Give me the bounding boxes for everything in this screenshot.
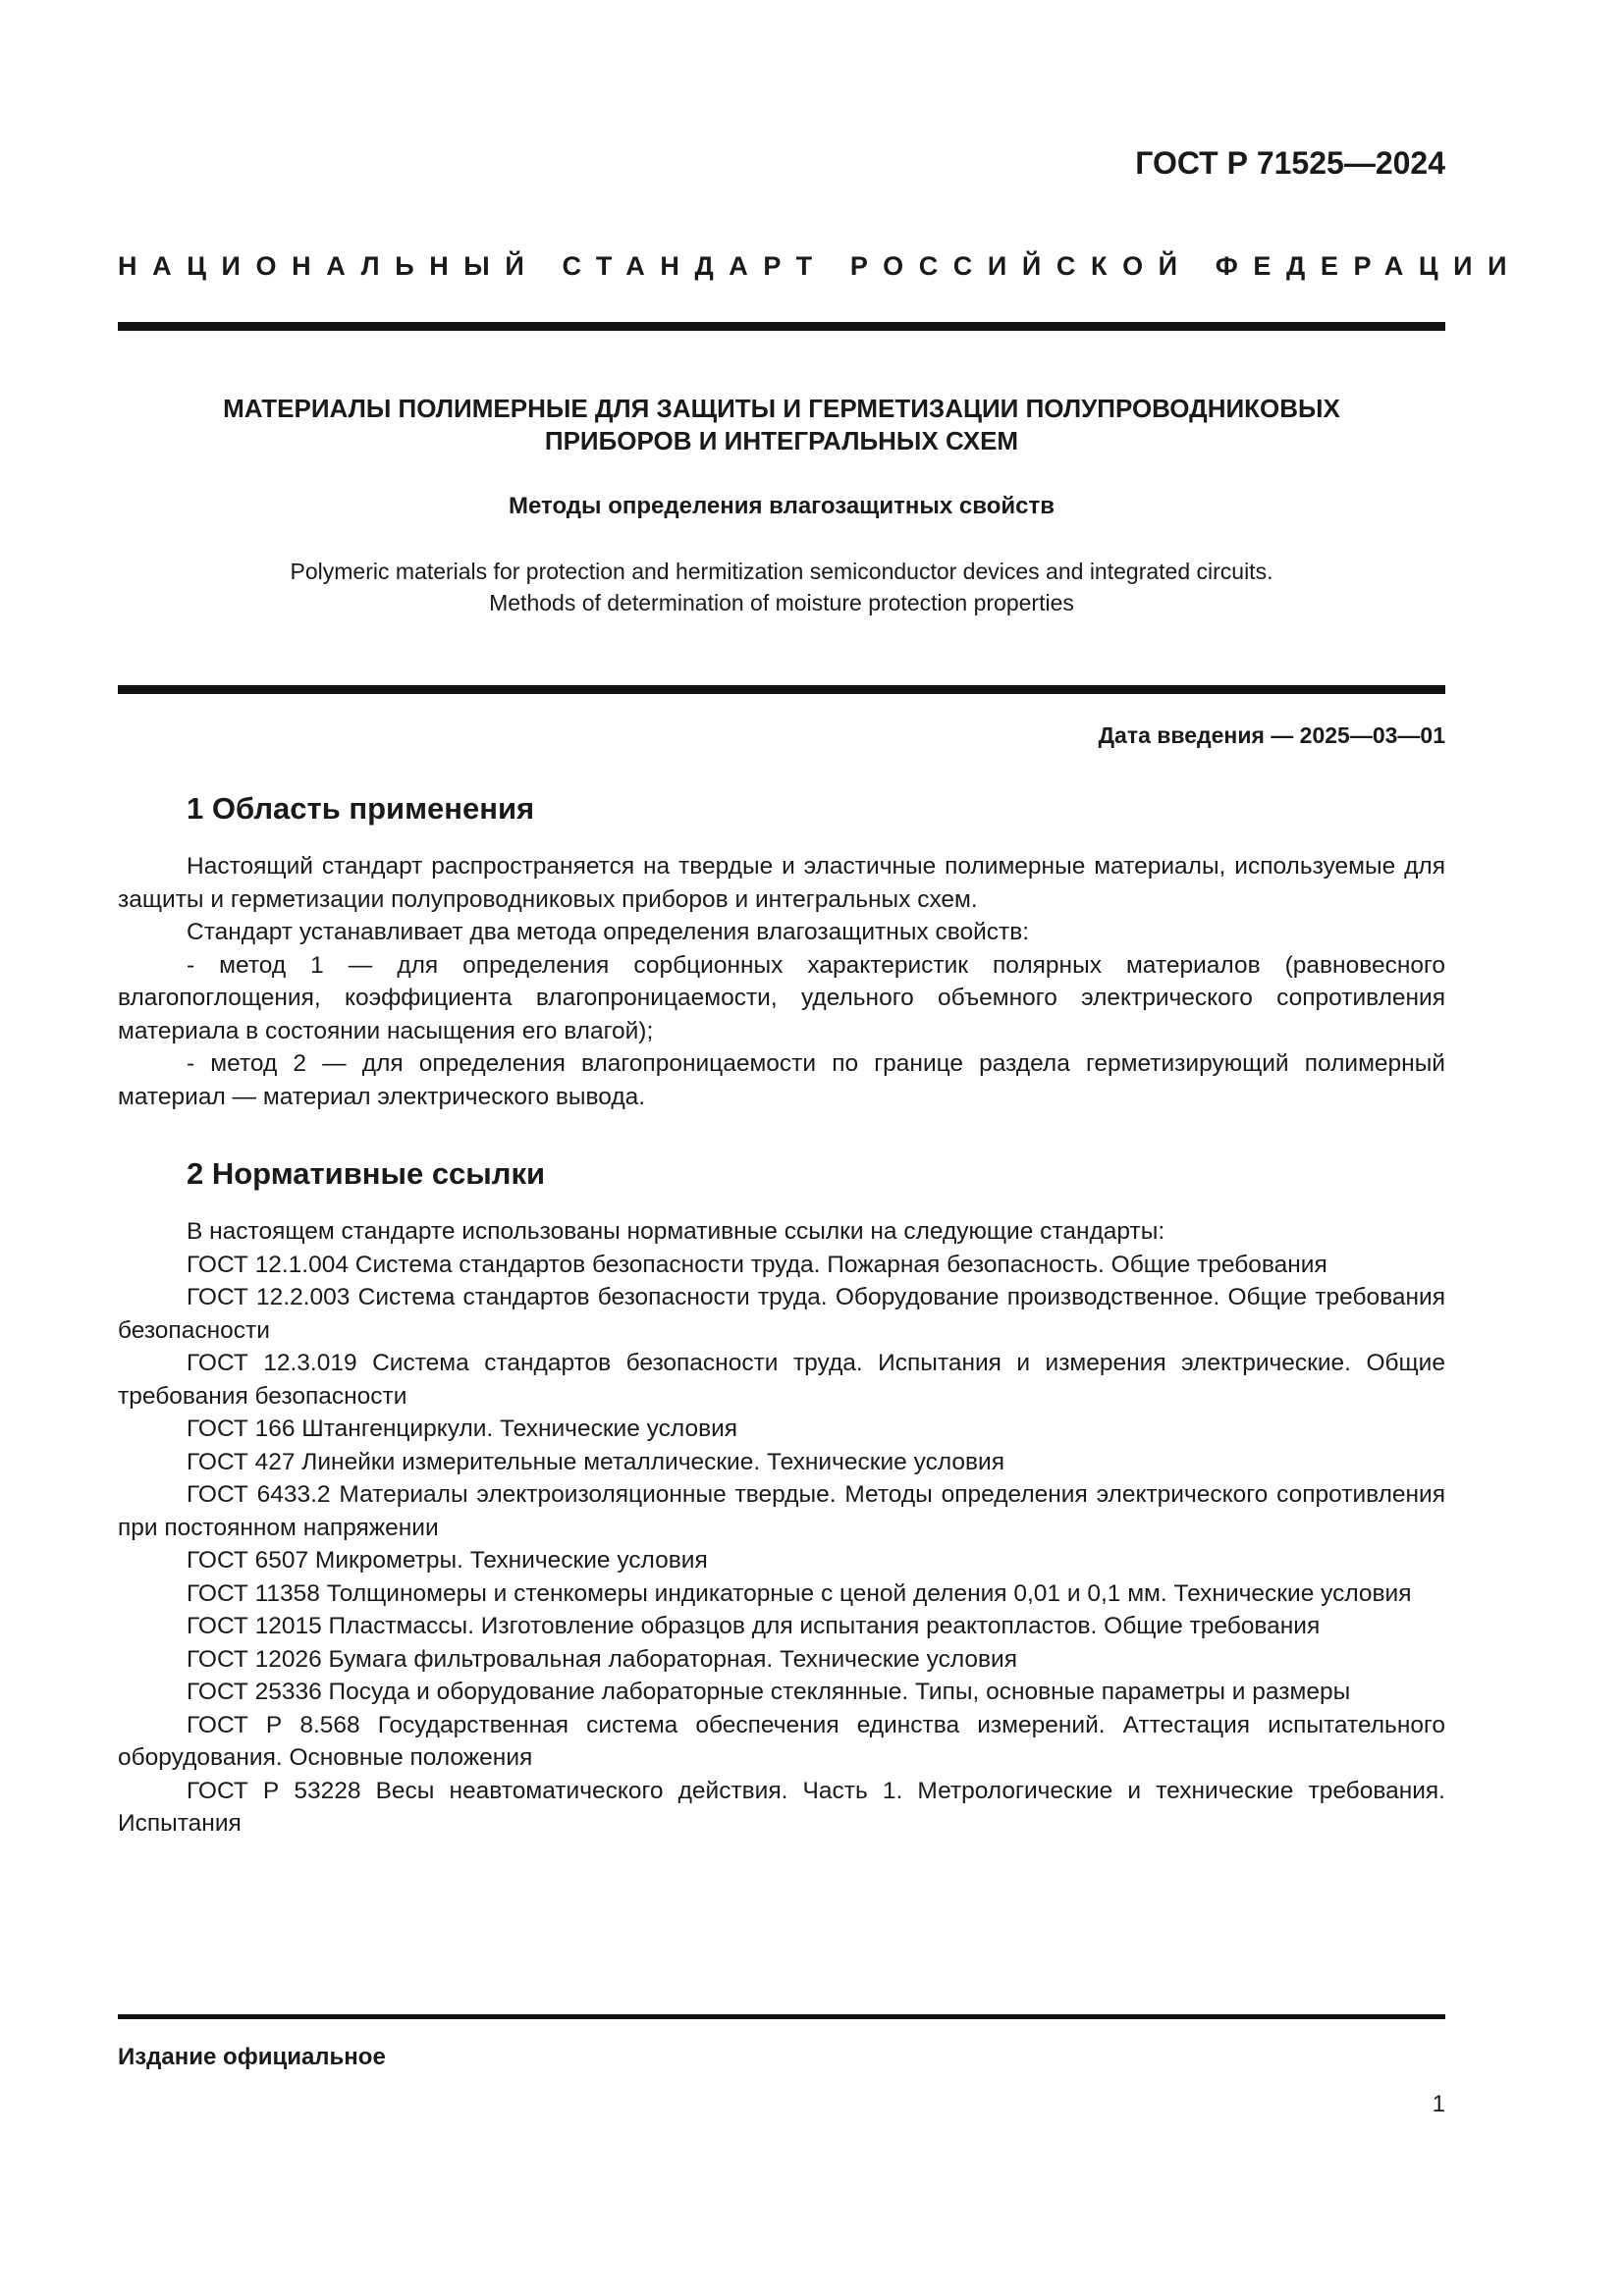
reference-item: ГОСТ 12.2.003 Система стандартов безопасности труда. Оборудование производственное. Общие требования безопасности [118, 1284, 1445, 1344]
header-divider [118, 322, 1445, 331]
national-standard-header: НАЦИОНАЛЬНЫЙ СТАНДАРТ РОССИЙСКОЙ ФЕДЕРАЦИИ [118, 251, 1523, 281]
references-intro: В настоящем стандарте использованы нормативные ссылки на следующие стандарты: [187, 1218, 1165, 1245]
reference-item: ГОСТ 427 Линейки измерительные металлические. Технические условия [187, 1448, 1004, 1475]
english-title-line-2: Methods of determination of moisture protection properties [489, 590, 1074, 615]
section-1-paragraph: Настоящий стандарт распространяется на твердые и эластичные полимерные материалы, используемые для защиты и герметизации полупроводниковых приборов и интегральных схем. [118, 853, 1445, 913]
reference-item: ГОСТ 25336 Посуда и оборудование лабораторные стеклянные. Типы, основные параметры и размеры [187, 1679, 1351, 1705]
section-1-paragraph: Стандарт устанавливает два метода определения влагозащитных свойств: [187, 919, 1030, 945]
document-subtitle: Методы определения влагозащитных свойств [509, 493, 1055, 519]
reference-item: ГОСТ 11358 Толщиномеры и стенкомеры индикаторные с ценой деления 0,01 и 0,1 мм. Технические условия [187, 1579, 1412, 1607]
section-1-heading: 1 Область применения [187, 791, 535, 826]
title-divider [118, 685, 1445, 694]
document-title [137, 393, 1426, 457]
footer-divider [118, 2014, 1445, 2019]
reference-item: ГОСТ Р 8.568 Государственная система обеспечения единства измерений. Аттестация испытательного оборудования. Основные положения [118, 1711, 1445, 1771]
english-title [137, 556, 1426, 618]
reference-item: ГОСТ 12015 Пластмассы. Изготовление образцов для испытания реактопластов. Общие требования [187, 1613, 1321, 1639]
reference-item: ГОСТ 6507 Микрометры. Технические условия [187, 1547, 708, 1574]
section-2-heading: 2 Нормативные ссылки [187, 1156, 546, 1191]
section-1-body [118, 850, 1445, 1113]
title-line-2: ПРИБОРОВ И ИНТЕГРАЛЬНЫХ СХЕМ [544, 426, 1019, 455]
section-1-paragraph: - метод 2 — для определения влагопроницаемости по границе раздела герметизирующий полимерный материал — материал электрического вывода. [118, 1050, 1445, 1110]
introduction-date: Дата введения — 2025—03—01 [1098, 722, 1445, 748]
official-edition-label: Издание официальное [118, 2044, 386, 2070]
reference-item: ГОСТ 166 Штангенциркули. Технические условия [187, 1415, 738, 1442]
page-number: 1 [1432, 2091, 1445, 2117]
section-2-body [118, 1215, 1445, 1841]
reference-item: ГОСТ 6433.2 Материалы электроизоляционные твердые. Методы определения электрического сопротивления при постоянном напряжении [118, 1481, 1445, 1541]
reference-item: ГОСТ 12026 Бумага фильтровальная лабораторная. Технические условия [187, 1645, 1018, 1673]
reference-item: ГОСТ Р 53228 Весы неавтоматического действия. Часть 1. Метрологические и технические требования. Испытания [118, 1777, 1445, 1837]
reference-item: ГОСТ 12.3.019 Система стандартов безопасности труда. Испытания и измерения электрические. Общие требования безопасности [118, 1350, 1445, 1410]
title-line-1: МАТЕРИАЛЫ ПОЛИМЕРНЫЕ ДЛЯ ЗАЩИТЫ И ГЕРМЕТИЗАЦИИ ПОЛУПРОВОДНИКОВЫХ [223, 394, 1340, 423]
section-1-paragraph: - метод 1 — для определения сорбционных характеристик полярных материалов (равновесного влагопоглощения, коэффициента влагопроницаемости, удельного объемного электрического сопротивления материала в состоянии насыщения его влагой); [118, 951, 1445, 1044]
reference-item: ГОСТ 12.1.004 Система стандартов безопасности труда. Пожарная безопасность. Общие требования [187, 1251, 1327, 1278]
english-title-line-1: Polymeric materials for protection and hermitization semiconductor devices and integrated circuits. [290, 559, 1273, 584]
standard-number: ГОСТ Р 71525—2024 [1135, 145, 1445, 181]
